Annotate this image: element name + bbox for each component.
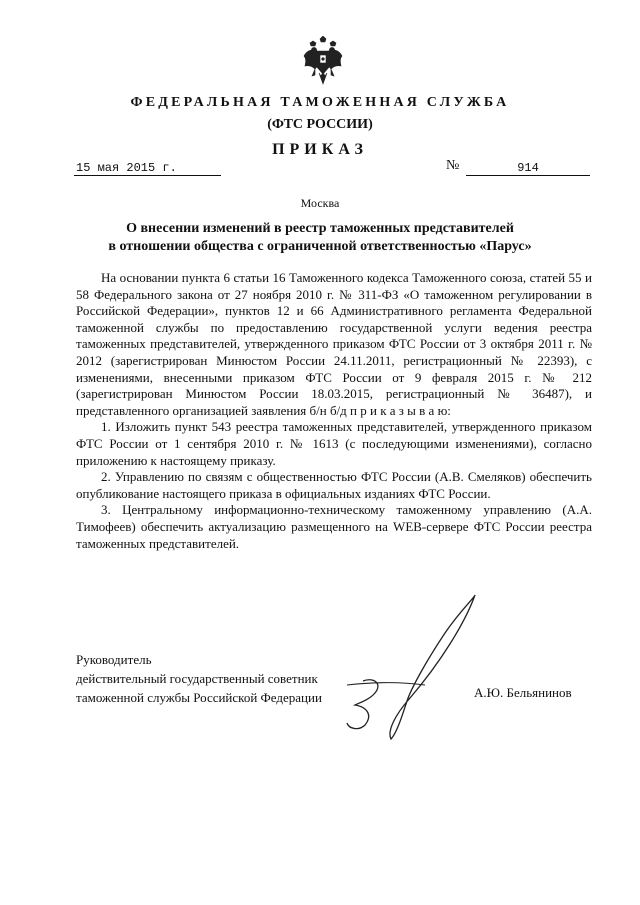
document-number: 914 xyxy=(466,161,590,176)
signatory-title-line-1: Руководитель xyxy=(76,652,152,667)
body-item-3: 3. Центральному информационно-техническому таможенному управлению (А.А. Тимофеев) обеспечить актуализацию размещенного на WEB-сервере ФТС России реестра таможенных представителей. xyxy=(76,502,592,551)
agency-short-name: (ФТС РОССИИ) xyxy=(267,117,373,132)
title-line-1: О внесении изменений в реестр таможенных представителей xyxy=(126,221,514,236)
signatory-title-line-3: таможенной службы Российской Федерации xyxy=(76,690,322,705)
title-line-2: в отношении общества с ограниченной ответственностью «Парус» xyxy=(108,239,532,254)
body-preamble: На основании пункта 6 статьи 16 Таможенного кодекса Таможенного союза, статей 55 и 58 Федерального закона от 27 ноября 2010 г. № 311-ФЗ «О таможенном регулировании в Российской Федерации», пунктов 12 и 66 Административного регламента Федеральной таможенной службы по предоставлению государственной услуги ведения реестра таможенных представителей, утвержденного приказом ФТС России от 3 октября 2011 г. № 2012 (зарегистрирован Минюстом России 24.11.2011, регистрационный № 22393), с изменениями, внесенными приказом ФТС России от 9 февраля 2015 г. № 212 (зарегистрирован Минюстом России 18.03.2015, регистрационный № 36487), и представленного организацией заявления б/н б/д п р и к а з ы в а ю: xyxy=(76,270,592,418)
body-item-2: 2. Управлению по связям с общественностью ФТС России (А.В. Смеляков) обеспечить опубликование настоящего приказа в официальных изданиях ФТС России. xyxy=(76,469,592,501)
document-title xyxy=(70,220,570,256)
coat-of-arms-icon xyxy=(303,36,343,86)
agency-name: ФЕДЕРАЛЬНАЯ ТАМОЖЕННАЯ СЛУЖБА xyxy=(130,95,510,110)
body-item-1: 1. Изложить пункт 543 реестра таможенных представителей, утвержденного приказом ФТС России от 1 сентября 2010 г. № 1613 (с последующими изменениями), согласно приложению к настоящему приказу. xyxy=(76,419,592,468)
signatory-name: А.Ю. Бельянинов xyxy=(474,685,572,700)
document-body xyxy=(76,270,592,552)
signatory-block xyxy=(76,650,322,707)
handwritten-signature xyxy=(325,593,495,743)
document-city: Москва xyxy=(300,196,340,210)
signatory-title-line-2: действительный государственный советник xyxy=(76,671,318,686)
number-sign: № xyxy=(446,158,460,173)
document-date: 15 мая 2015 г. xyxy=(74,161,221,176)
document-type: ПРИКАЗ xyxy=(272,141,368,158)
